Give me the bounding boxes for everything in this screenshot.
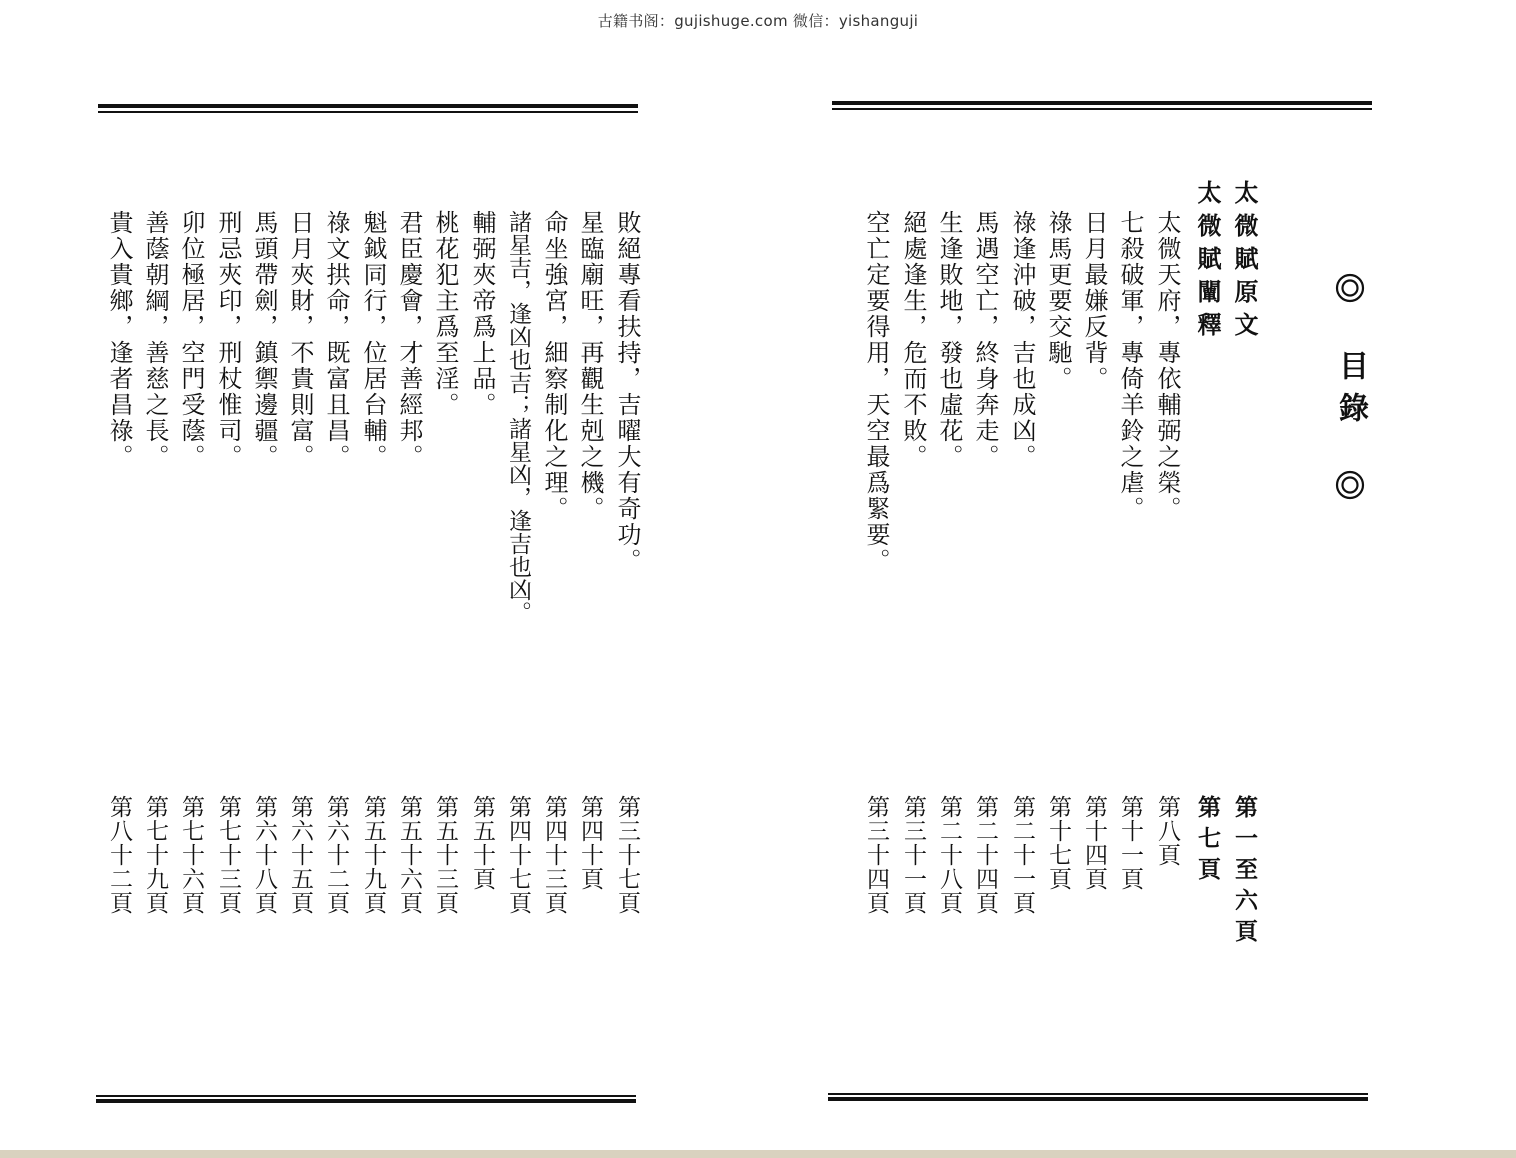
toc-page-ref: 第十四頁 — [1081, 795, 1107, 891]
toc-entry-text: 諸星吉，逢凶也吉；諸星凶，逢吉也凶。 — [505, 210, 531, 624]
toc-entry-text: 日月夾財，不貴則富。 — [286, 210, 314, 470]
toc-entry-text: 桃花犯主爲至淫。 — [431, 210, 459, 418]
toc-page-ref: 第五十三頁 — [432, 795, 458, 915]
toc-page-ref: 第五十九頁 — [360, 795, 386, 915]
toc-entry-text: 命坐強宮，細察制化之理。 — [540, 210, 568, 522]
toc-entry-text: 卯位極居，空門受蔭。 — [177, 210, 205, 470]
toc-entry-text: 絕處逢生，危而不敗。 — [899, 210, 927, 470]
toc-entry-text: 馬遇空亡，終身奔走。 — [971, 210, 999, 470]
toc-page-ref: 第三十四頁 — [863, 795, 889, 915]
toc-page-ref: 第四十頁 — [577, 795, 603, 891]
watermark-text: 古籍书阁：gujishuge.com 微信：yishanguji — [597, 12, 919, 30]
toc-page-ref: 第三十七頁 — [614, 795, 640, 915]
toc-page-ref: 第四十七頁 — [505, 795, 531, 915]
ornament-top-icon — [1335, 273, 1365, 303]
toc-page-ref: 第十一頁 — [1117, 795, 1143, 891]
toc-entry-text: 貴入貴鄉，逢者昌祿。 — [105, 210, 133, 470]
toc-page-ref: 第八頁 — [1154, 795, 1180, 867]
page-edge-strip — [0, 1150, 1516, 1158]
toc-page-ref: 第七頁 — [1194, 795, 1221, 888]
toc-entry-text: 日月最嫌反背。 — [1080, 210, 1108, 392]
toc-page-ref: 第四十三頁 — [541, 795, 567, 915]
toc-page-ref: 第七十三頁 — [215, 795, 241, 915]
left-bottom-rule — [96, 1095, 636, 1105]
toc-entry-text: 七殺破軍，專倚羊鈴之虐。 — [1116, 210, 1144, 522]
toc-page-ref: 第五十六頁 — [396, 795, 422, 915]
toc-entry-text: 太微天府，專依輔弼之榮。 — [1153, 210, 1181, 522]
left-top-rule — [98, 104, 638, 114]
toc-page-ref: 第一至六頁 — [1231, 795, 1258, 950]
toc-page-ref: 第二十一頁 — [1009, 795, 1035, 915]
toc-entry-text: 輔弼夾帝爲上品。 — [468, 210, 496, 418]
toc-page-ref: 第七十六頁 — [178, 795, 204, 915]
toc-entry-text: 敗絕專看扶持，吉曜大有奇功。 — [613, 210, 641, 574]
section-heading: 太微賦闡釋 — [1193, 180, 1222, 345]
toc-page-ref: 第十七頁 — [1045, 795, 1071, 891]
toc-page-ref: 第六十二頁 — [323, 795, 349, 915]
toc-entry-text: 魁鉞同行，位居台輔。 — [359, 210, 387, 470]
toc-entry-text: 星臨廟旺，再觀生剋之機。 — [576, 210, 604, 522]
toc-entry-text: 祿馬更要交馳。 — [1044, 210, 1072, 392]
toc-entry-text: 空亡定要得用，天空最爲緊要。 — [862, 210, 890, 574]
toc-title-char-1: 目 — [1333, 350, 1368, 392]
right-top-rule — [832, 101, 1372, 111]
toc-page-ref: 第六十八頁 — [251, 795, 277, 915]
toc-entry-text: 祿逢沖破，吉也成凶。 — [1008, 210, 1036, 470]
toc-entry-text: 刑忌夾印，刑杖惟司。 — [214, 210, 242, 470]
right-bottom-rule — [828, 1093, 1368, 1103]
toc-page-ref: 第七十九頁 — [142, 795, 168, 915]
toc-page-ref: 第二十八頁 — [936, 795, 962, 915]
toc-entry-text: 祿文拱命，既富且昌。 — [322, 210, 350, 470]
toc-title-char-2: 錄 — [1333, 392, 1368, 434]
toc-entry-text: 馬頭帶劍，鎮禦邊疆。 — [250, 210, 278, 470]
toc-page-ref: 第三十一頁 — [900, 795, 926, 915]
ornament-bottom-icon — [1335, 470, 1365, 500]
toc-entry-text: 善蔭朝綱，善慈之長。 — [141, 210, 169, 470]
toc-page-ref: 第八十二頁 — [106, 795, 132, 915]
toc-entry-text: 君臣慶會，才善經邦。 — [395, 210, 423, 470]
toc-page-ref: 第二十四頁 — [972, 795, 998, 915]
toc-entry-text: 生逢敗地，發也虛花。 — [935, 210, 963, 470]
toc-page-ref: 第五十頁 — [469, 795, 495, 891]
section-heading: 太微賦原文 — [1230, 180, 1259, 345]
toc-page-ref: 第六十五頁 — [287, 795, 313, 915]
